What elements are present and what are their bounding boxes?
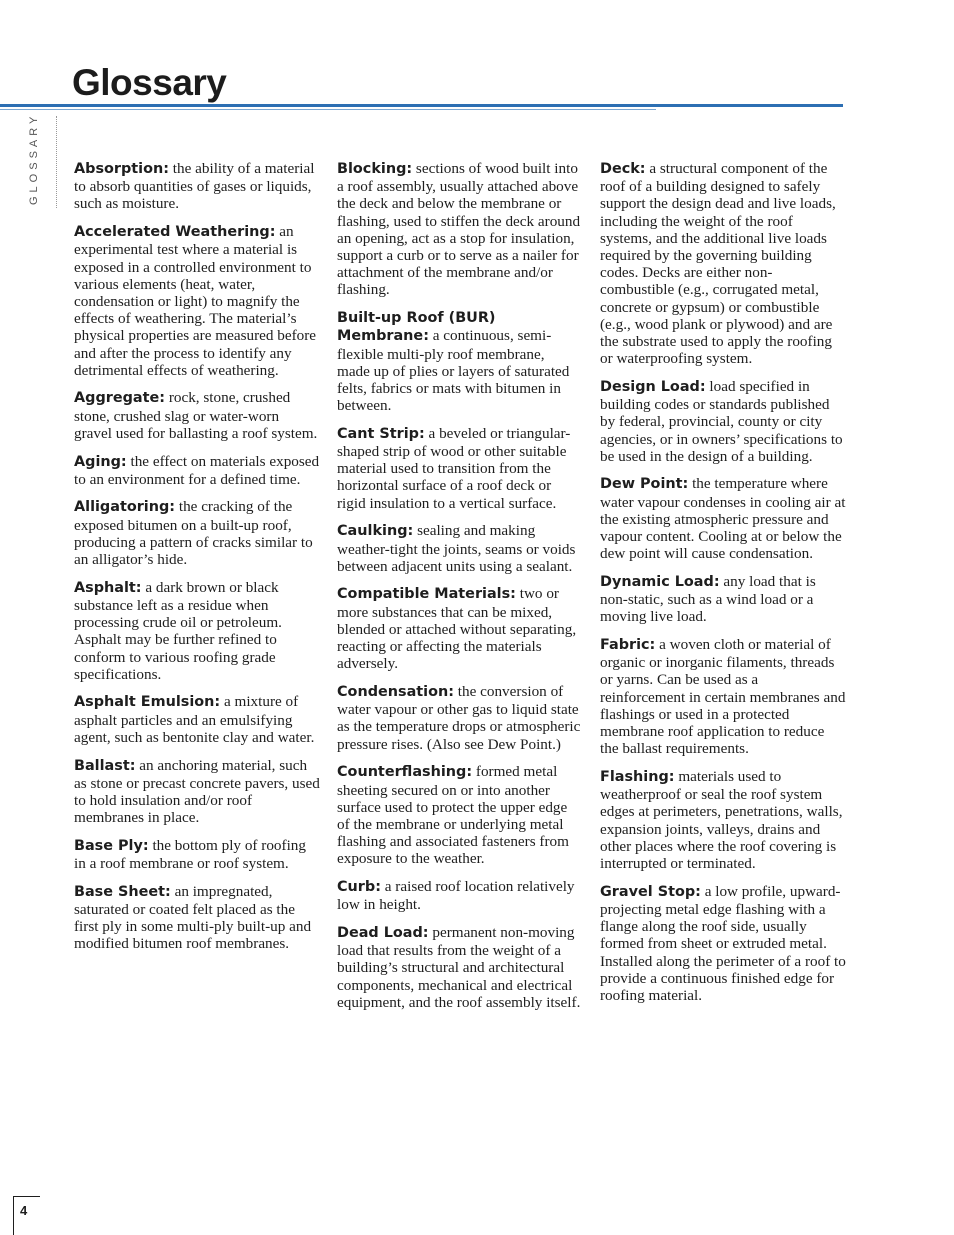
- glossary-definition: the conversion of water vapour or other gas to liquid state as the temperature drops or atmospheric pressure rises. (Also see Dew Point.): [337, 682, 581, 753]
- page-number: 4: [20, 1203, 28, 1218]
- glossary-entry: [337, 585, 581, 672]
- glossary-term: Aggregate:: [74, 390, 166, 407]
- glossary-entry: [337, 924, 581, 1011]
- glossary-term: Accelerated Weathering:: [74, 224, 276, 241]
- glossary-column-1: [74, 160, 320, 963]
- page-corner-rule-vertical: [13, 1196, 14, 1235]
- glossary-term: Base Ply:: [74, 837, 149, 854]
- glossary-definition: a raised roof location relatively low in height.: [337, 878, 575, 914]
- page-title: Glossary: [72, 62, 227, 103]
- glossary-definition: an impregnated, saturated or coated felt placed as the first ply in some multi-ply built-up and modified bitumen roof membranes.: [74, 882, 312, 953]
- glossary-entry: [74, 453, 320, 488]
- glossary-term: Dead Load:: [337, 924, 429, 941]
- glossary-definition: a woven cloth or material of organic or inorganic filaments, threads or yarns. Can be used as a reinforcement in certain membranes and flashings or used in a protected membrane roof application to reduce the ballast requirements.: [600, 636, 846, 758]
- glossary-entry: [600, 160, 846, 367]
- glossary-term: Base Sheet:: [74, 883, 171, 900]
- glossary-term: Alligatoring:: [74, 499, 176, 516]
- glossary-entry: [337, 522, 581, 575]
- glossary-definition: the ability of a material to absorb quantities of gases or liquids, such as moisture.: [74, 160, 315, 213]
- glossary-definition: a low profile, upward-projecting metal edge flashing with a flange along the roof side, usually formed from sheet or extruded metal. Installed along the perimeter of a roof to provide a continuous finished edge for roofing material.: [600, 882, 846, 1004]
- glossary-definition: formed metal sheeting secured on or into another surface used to protect the upper edge of the membrane or underlying metal flashing and associated fasteners from exposure to the weather.: [337, 763, 569, 868]
- glossary-term: Deck:: [600, 161, 646, 177]
- glossary-term: Aging:: [74, 453, 127, 470]
- glossary-definition: a continuous, semi-flexible multi-ply roof membrane, made up of plies or layers of saturated felts, fabrics or mats with bitumen in between.: [337, 327, 570, 415]
- glossary-term: Dynamic Load:: [600, 573, 720, 590]
- glossary-entry: [600, 475, 846, 562]
- glossary-definition: an anchoring material, such as stone or precast concrete pavers, used to hold insulation and/or roof membranes in place.: [74, 756, 320, 827]
- glossary-definition: materials used to weatherproof or seal the roof system edges at perimeters, penetrations, walls, expansion joints, valleys, drains and other places where the roof covering is interrupted or terminated.: [600, 768, 843, 873]
- glossary-term: Flashing:: [600, 769, 675, 785]
- glossary-definition: sealing and making weather-tight the joints, seams or voids between adjacent units using a sealant.: [337, 522, 576, 575]
- glossary-entry: [600, 378, 846, 465]
- glossary-term: Design Load:: [600, 378, 706, 395]
- glossary-term: Absorption:: [74, 161, 169, 177]
- glossary-definition: the bottom ply of roofing in a roof membrane or roof system.: [74, 836, 306, 873]
- glossary-definition: a beveled or triangular-shaped strip of wood or other suitable material used to transition from the horizontal surface of a roof deck or rigid insulation to a vertical surface.: [337, 424, 571, 512]
- glossary-term: Gravel Stop:: [600, 883, 701, 900]
- glossary-term: Dew Point:: [600, 476, 689, 493]
- glossary-definition: any load that is non-static, such as a wind load or a moving live load.: [600, 572, 816, 626]
- page-corner-rule-horizontal: [13, 1196, 40, 1197]
- glossary-entry: [337, 309, 581, 414]
- glossary-term: Fabric:: [600, 637, 656, 654]
- glossary-entry: [337, 160, 581, 299]
- glossary-entry: [74, 757, 320, 827]
- glossary-term: Blocking:: [337, 161, 413, 177]
- glossary-column-3: [600, 160, 846, 1015]
- side-section-label: GLOSSARY: [28, 112, 40, 205]
- glossary-definition: sections of wood built into a roof assembly, usually attached above the deck and below the membrane or flashing, used to stiffen the deck around an opening, act as a stop for insulation, support a curb or to serve as a nailer for attachment of the membrane and/or flashing.: [337, 160, 581, 299]
- glossary-definition: rock, stone, crushed stone, crushed slag or water-worn gravel used for ballasting a roof system.: [74, 389, 318, 442]
- glossary-definition: the effect on materials exposed to an environment for a defined time.: [74, 452, 320, 488]
- glossary-column-2: [337, 160, 581, 1021]
- glossary-definition: the cracking of the exposed bitumen on a built-up roof, producing a pattern of cracks similar to an alligator’s hide.: [74, 498, 313, 569]
- glossary-entry: [337, 763, 581, 867]
- glossary-term: Asphalt:: [74, 579, 142, 596]
- glossary-entry: [74, 883, 320, 953]
- glossary-term: Caulking:: [337, 523, 414, 540]
- glossary-entry: [74, 389, 320, 442]
- glossary-definition: load specified in building codes or standards published by federal, provincial, county or city agencies, or in owners’ specifications to be used in the design of a building.: [600, 377, 843, 465]
- glossary-definition: an experimental test where a material is exposed in a controlled environment to various elements (heat, water, condensation or light) to magnify the effects of weathering. The material’s physical properties are measured before and after the process to identify any detrimental effects of weathering.: [74, 223, 317, 379]
- glossary-entry: [74, 579, 320, 683]
- header-rule-thick: [0, 104, 843, 107]
- glossary-entry: [74, 160, 320, 213]
- glossary-term: Counterflashing:: [337, 764, 473, 781]
- glossary-entry: [74, 837, 320, 872]
- glossary-term: Built-up Roof (BUR) Membrane:: [337, 310, 496, 345]
- glossary-entry: [600, 573, 846, 626]
- side-dotted-rule: [56, 116, 57, 208]
- glossary-entry: [600, 768, 846, 872]
- glossary-definition: a mixture of asphalt particles and an emulsifying agent, such as bentonite clay and water.: [74, 693, 315, 746]
- glossary-definition: the temperature where water vapour condenses in cooling air at the existing atmospheric pressure and vapour content. Cooling at or below the dew point will cause condensation.: [600, 475, 846, 563]
- glossary-definition: permanent non-moving load that results from the weight of a building’s structural and architectural components, mechanical and electrical equipment, and the roof assembly itself.: [337, 923, 581, 1011]
- glossary-entry: [337, 425, 581, 512]
- glossary-term: Asphalt Emulsion:: [74, 694, 221, 711]
- header-rule-thin: [0, 109, 656, 110]
- glossary-definition: a dark brown or black substance left as a residue when processing crude oil or petroleum. Asphalt may be further refined to conform to various roofing grade specifications.: [74, 578, 282, 683]
- glossary-entry: [600, 883, 846, 1004]
- glossary-term: Curb:: [337, 879, 381, 896]
- glossary-definition: two or more substances that can be mixed, blended or attached without separating, reacting or affecting the materials adversely.: [337, 585, 577, 673]
- glossary-term: Ballast:: [74, 757, 136, 774]
- glossary-term: Compatible Materials:: [337, 586, 516, 603]
- glossary-entry: [600, 636, 846, 757]
- glossary-term: Cant Strip:: [337, 425, 425, 442]
- glossary-entry: [337, 878, 581, 913]
- glossary-definition: a structural component of the roof of a building designed to safely support the design dead and live loads, including the weight of the roof systems, and the additional live loads required by the governing building codes. Decks are either non-combustible (e.g., corrugated metal, concrete or gypsum) or combustible (e.g., wood plank or plywood) and are the substrate used to apply the roofing or waterproofing system.: [600, 160, 836, 368]
- glossary-term: Condensation:: [337, 683, 454, 700]
- glossary-entry: [74, 223, 320, 379]
- glossary-entry: [337, 683, 581, 753]
- glossary-entry: [74, 693, 320, 746]
- glossary-entry: [74, 498, 320, 568]
